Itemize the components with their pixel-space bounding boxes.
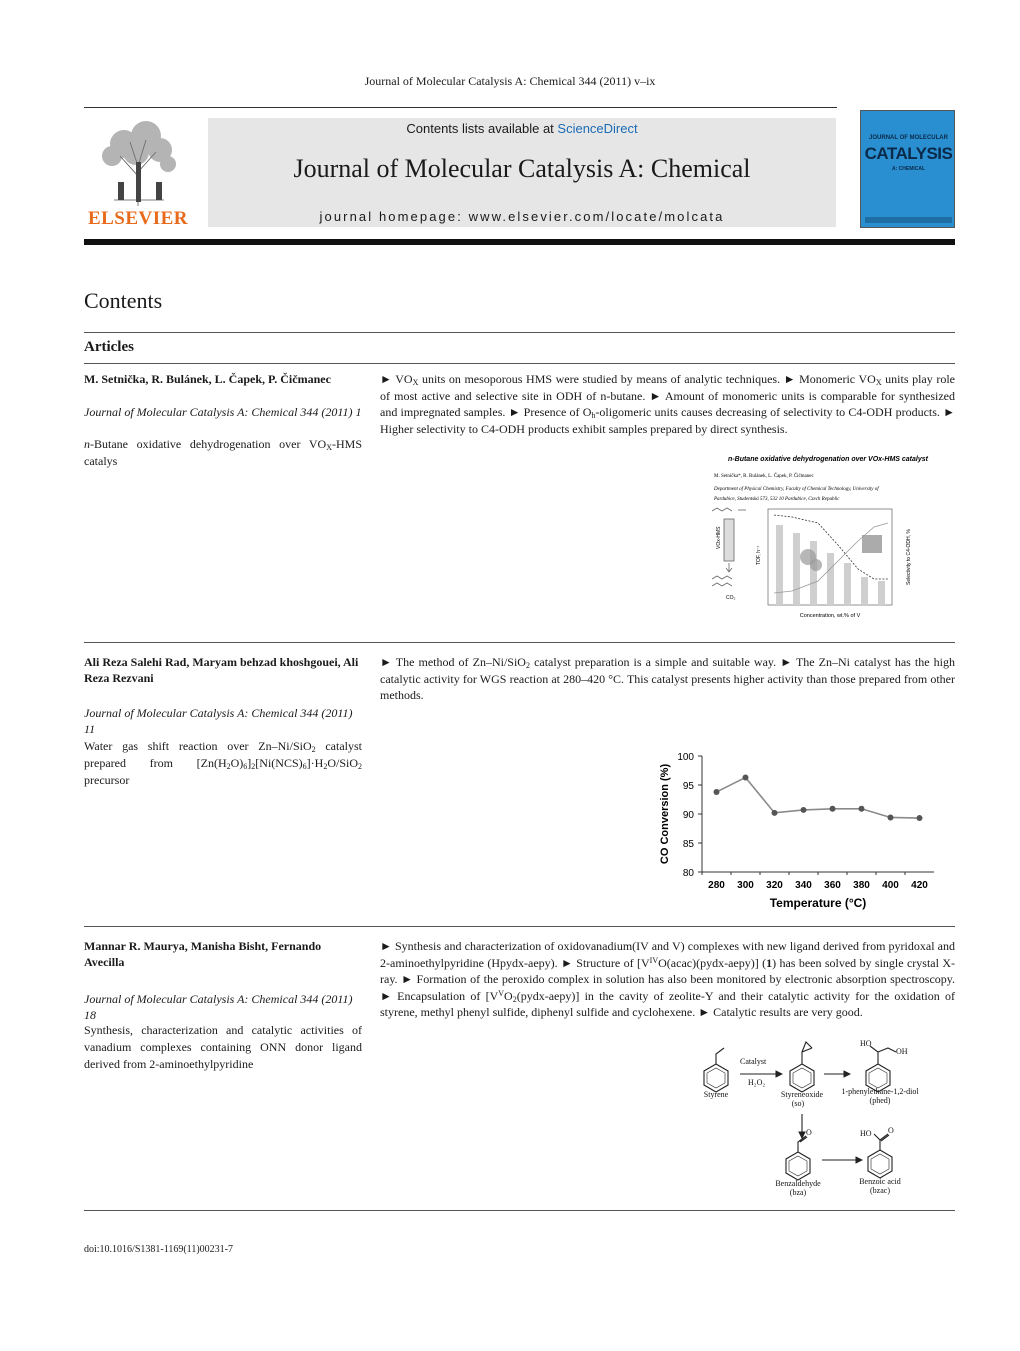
benzaldehyde-ring	[786, 1136, 810, 1180]
scheme-diol-label: 1-phenylethane-1,2-diol	[841, 1087, 919, 1096]
title-text: catalyst prepared from [Zn(H	[84, 739, 363, 770]
contents-available-text: Contents lists available at	[406, 121, 558, 136]
chart-x-tick-label: 380	[853, 880, 870, 891]
title-text: Water gas shift reaction over Zn–Ni/SiO	[84, 739, 312, 753]
rule-article-2	[84, 926, 955, 927]
chart-y-tick-label: 100	[677, 752, 694, 763]
highlight-text: O	[504, 988, 513, 1003]
scheme-styrene-label: Styrene	[703, 1090, 729, 1099]
rule-articles	[84, 363, 955, 364]
cover-pre-title: JOURNAL OF MOLECULAR	[869, 135, 948, 141]
chart-y-tick-label: 95	[682, 781, 694, 792]
scheme-oxidant-label: H₂O₂	[748, 1078, 766, 1087]
highlight-text: VO	[395, 372, 413, 386]
article-authors[interactable]: M. Setnička, R. Bulánek, L. Čapek, P. Čičmanec	[84, 372, 331, 386]
chart-x-tick-label: 400	[882, 880, 899, 891]
chart-y-tick-label: 85	[682, 839, 694, 850]
title-sub: 6	[243, 762, 248, 771]
highlight-text: ► The method of Zn–Ni/SiO	[380, 655, 526, 669]
ga1-affil-2: Pardubice, Studentská 573, 532 10 Pardubice, Czech Republic	[714, 497, 840, 502]
article-title[interactable]: Synthesis, characterization and catalytic activities of vanadium complexes containing ONN donor ligand derived from 2-aminoethylpyridine	[84, 1023, 362, 1071]
ga1-ylabel-left: TOF, h⁻¹	[756, 545, 762, 565]
reaction-scheme[interactable]	[690, 1034, 960, 1202]
diol-ring	[866, 1046, 896, 1092]
rule-article-1	[84, 642, 955, 643]
scheme-o2-label: O	[888, 1126, 894, 1135]
cover-subtitle: A: CHEMICAL	[891, 166, 926, 172]
chart-point	[743, 774, 749, 780]
title-text: [Ni(NCS)	[255, 756, 303, 770]
chart-x-tick-label: 420	[911, 880, 928, 891]
title-sub: 2	[251, 762, 256, 771]
chart-point	[772, 810, 778, 816]
article-authors[interactable]: Mannar R. Maurya, Manisha Bisht, Fernando Avecilla	[84, 939, 322, 969]
chart-point	[830, 806, 836, 812]
title-sub: 2	[226, 762, 231, 771]
article-title[interactable]	[84, 738, 362, 789]
article-title[interactable]	[84, 436, 362, 470]
journal-title: Journal of Molecular Catalysis A: Chemical	[293, 154, 751, 183]
header-rule-thick	[84, 239, 955, 245]
elsevier-logo[interactable]	[84, 116, 192, 230]
articles-heading: Articles	[84, 339, 134, 355]
highlight-bold: 1	[766, 955, 773, 970]
cover-title: CATALYSIS	[864, 144, 953, 163]
article-entry-1	[84, 371, 955, 641]
elsevier-wordmark: ELSEVIER	[87, 208, 189, 229]
title-text: precursor	[84, 773, 130, 787]
elsevier-tree-icon	[84, 116, 192, 208]
article-journal-ref: Journal of Molecular Catalysis A: Chemical 344 (2011) 1	[84, 405, 362, 419]
chart-series	[714, 774, 923, 821]
title-sub: 6	[302, 762, 307, 771]
styrene-ring	[704, 1048, 728, 1092]
scheme-so-label: (so)	[791, 1099, 805, 1108]
ga1-co2-label: CO₂	[726, 595, 736, 601]
highlight-sub: X	[412, 378, 419, 387]
title-italic-n: n	[84, 437, 90, 451]
scheme-ho-label: HO	[860, 1039, 872, 1048]
chart-x-tick-label: 340	[795, 880, 812, 891]
article-highlights	[380, 654, 955, 704]
chart-x-tick-label: 280	[708, 880, 725, 891]
title-text: O/SiO	[327, 756, 358, 770]
title-sub: 2	[358, 762, 362, 771]
cover-footer-band	[865, 217, 952, 223]
highlight-sub: 2	[525, 661, 530, 670]
scheme-catalyst-label: Catalyst	[740, 1057, 767, 1066]
scheme-bza-label: (bza)	[789, 1188, 807, 1197]
graphical-abstract-1[interactable]	[708, 453, 958, 623]
chart-point	[714, 789, 720, 795]
journal-homepage[interactable]: journal homepage: www.elsevier.com/locate/molcata	[319, 209, 725, 224]
chart-point	[917, 815, 923, 821]
ga1-authors: M. Setnička*, R. Bulánek, L. Čapek, P. Čičmanec	[714, 474, 814, 479]
chart-x-tick-label: 360	[824, 880, 841, 891]
doi-footer[interactable]: doi:10.1016/S1381-1169(11)00231-7	[84, 1244, 233, 1255]
highlight-text: -oligomeric units causes decreasing of selectivity to C4-ODH products. ► Higher selectivity to C4-ODH products exhibit samples prepared by direct synthesis.	[380, 405, 955, 436]
highlight-sub: 2	[512, 994, 517, 1004]
title-text: ]	[247, 756, 252, 770]
chart-series-line	[717, 777, 920, 818]
ga1-xlabel: Concentration, wt.% of V	[799, 613, 861, 619]
scheme-phed-label: (phed)	[869, 1096, 891, 1105]
article-highlights: ► $VO_X$ units on mesoporous HMS were studied by means of analytic techniques. ► Monomeric $VO_X$ units play role of most active and selective site in ODH of n-butane. ► Amount of monomeric units is comparable for synthesized and impregnated samples. ► Presence of $O_h$-oligomeric units causes decreasing of selectivity to C4-ODH products. ► Higher selectivity to C4-ODH products exhibit samples prepared by direct synthesis.	[380, 372, 956, 436]
highlight-text: ► Synthesis and characterization of oxidovanadium(IV and V) complexes with new ligand derived from pyridoxal and 2-aminoethylpyridine (Hpydx-aepy). ► Structure of [V	[380, 939, 955, 970]
scheme-benzaldehyde-label: Benzaldehyde	[775, 1179, 821, 1188]
scheme-styreneoxide-label: Styreneoxide	[780, 1090, 824, 1099]
highlight-text: catalyst preparation is a simple and suitable way. ► The Zn–Ni catalyst has the high catalytic activity for WGS reaction at 280–420 °C. This catalyst presents higher activity than those prepared from other methods.	[380, 655, 955, 703]
ga1-affil-1: Department of Physical Chemistry, Faculty of Chemical Technology, University of	[714, 487, 879, 492]
highlight-sup: IV	[649, 955, 659, 965]
header-rule-top	[84, 107, 837, 108]
ga1-molecule-clusters	[800, 535, 882, 571]
title-sub: 2	[311, 745, 316, 754]
sciencedirect-link[interactable]: ScienceDirect	[557, 121, 638, 136]
chart-x-axis-label: Temperature (°C)	[769, 896, 867, 910]
chart-x-tick-label: 300	[737, 880, 754, 891]
article-journal-ref: Journal of Molecular Catalysis A: Chemical 344 (2011) 18	[84, 992, 353, 1022]
ga1-ylabel-right: Selectivity to C4-ODH, %	[906, 529, 912, 585]
title-sub: X	[326, 443, 332, 452]
scheme-ho2-label: HO	[860, 1129, 872, 1138]
scheme-o-label: O	[806, 1128, 812, 1137]
title-sub: 2	[323, 762, 328, 771]
highlight-text: units on mesoporous HMS were studied by means of analytic techniques. ► Monomeric VO	[418, 372, 876, 386]
highlight-sup: V	[498, 988, 505, 998]
chart-point	[859, 806, 865, 812]
journal-cover[interactable]	[860, 110, 955, 228]
rule-article-3	[84, 1210, 955, 1211]
title-text: -HMS catalys	[84, 437, 362, 468]
chart-axes	[677, 752, 934, 891]
article-authors[interactable]: Ali Reza Salehi Rad, Maryam behzad khoshgouei, Ali Reza Rezvani	[84, 655, 359, 685]
article-journal-ref: Journal of Molecular Catalysis A: Chemical 344 (2011) 11	[84, 706, 353, 736]
masthead	[208, 118, 836, 227]
chart-y-axis-label: CO Conversion (%)	[659, 763, 671, 865]
highlight-text: (pydx-aepy)] in the cavity of zeolite-Y and their catalytic activity for the oxidation of styrene, methyl phenyl sulfide, diphenyl sulfide and cyclohexene. ► Catalytic results are very good.	[380, 988, 955, 1020]
highlight-text: ) has been solved by single crystal X-ray. ► Formation of the peroxido complex in solution has also been monitored by electronic absorption spectroscopy. ► Encapsulation of [V	[380, 955, 955, 1003]
scheme-bzac-label: (bzac)	[870, 1186, 890, 1195]
scheme-benzoic-label: Benzoic acid	[859, 1177, 901, 1186]
chart-point	[801, 807, 807, 813]
chart-point	[888, 814, 894, 820]
chart-y-tick-label: 90	[682, 810, 694, 821]
title-text: ]·H	[306, 756, 324, 770]
styreneoxide-ring	[790, 1042, 814, 1092]
benzoic-ring	[868, 1134, 892, 1178]
title-text: -Butane oxidative dehydrogenation over VO	[90, 437, 327, 451]
highlight-text: O(acac)(pydx-aepy)] (	[658, 955, 767, 970]
highlight-sub: X	[875, 378, 882, 387]
co-conversion-chart[interactable]	[650, 744, 950, 914]
contents-heading: Contents	[84, 288, 163, 313]
highlight-text: units play role of most active and selective site in ODH of n-butane. ► Amount of monomeric units is comparable for synthesized and impregnated samples. ► Presence of O	[380, 372, 956, 420]
highlight-sub: h	[591, 411, 596, 421]
contents-available-line	[208, 121, 836, 136]
chart-x-tick-label: 320	[766, 880, 783, 891]
running-head: Journal of Molecular Catalysis A: Chemical 344 (2011) v–ix	[364, 74, 656, 88]
chart-y-tick-label: 80	[682, 868, 694, 879]
ga1-title: n-Butane oxidative dehydrogenation over VOx-HMS catalyst	[728, 456, 928, 463]
title-text: O)	[230, 756, 244, 770]
rule-contents	[84, 332, 955, 333]
ga1-side-label: VOx-HMS	[716, 526, 722, 549]
article-highlights	[380, 938, 955, 1021]
scheme-oh-label: OH	[896, 1047, 908, 1056]
